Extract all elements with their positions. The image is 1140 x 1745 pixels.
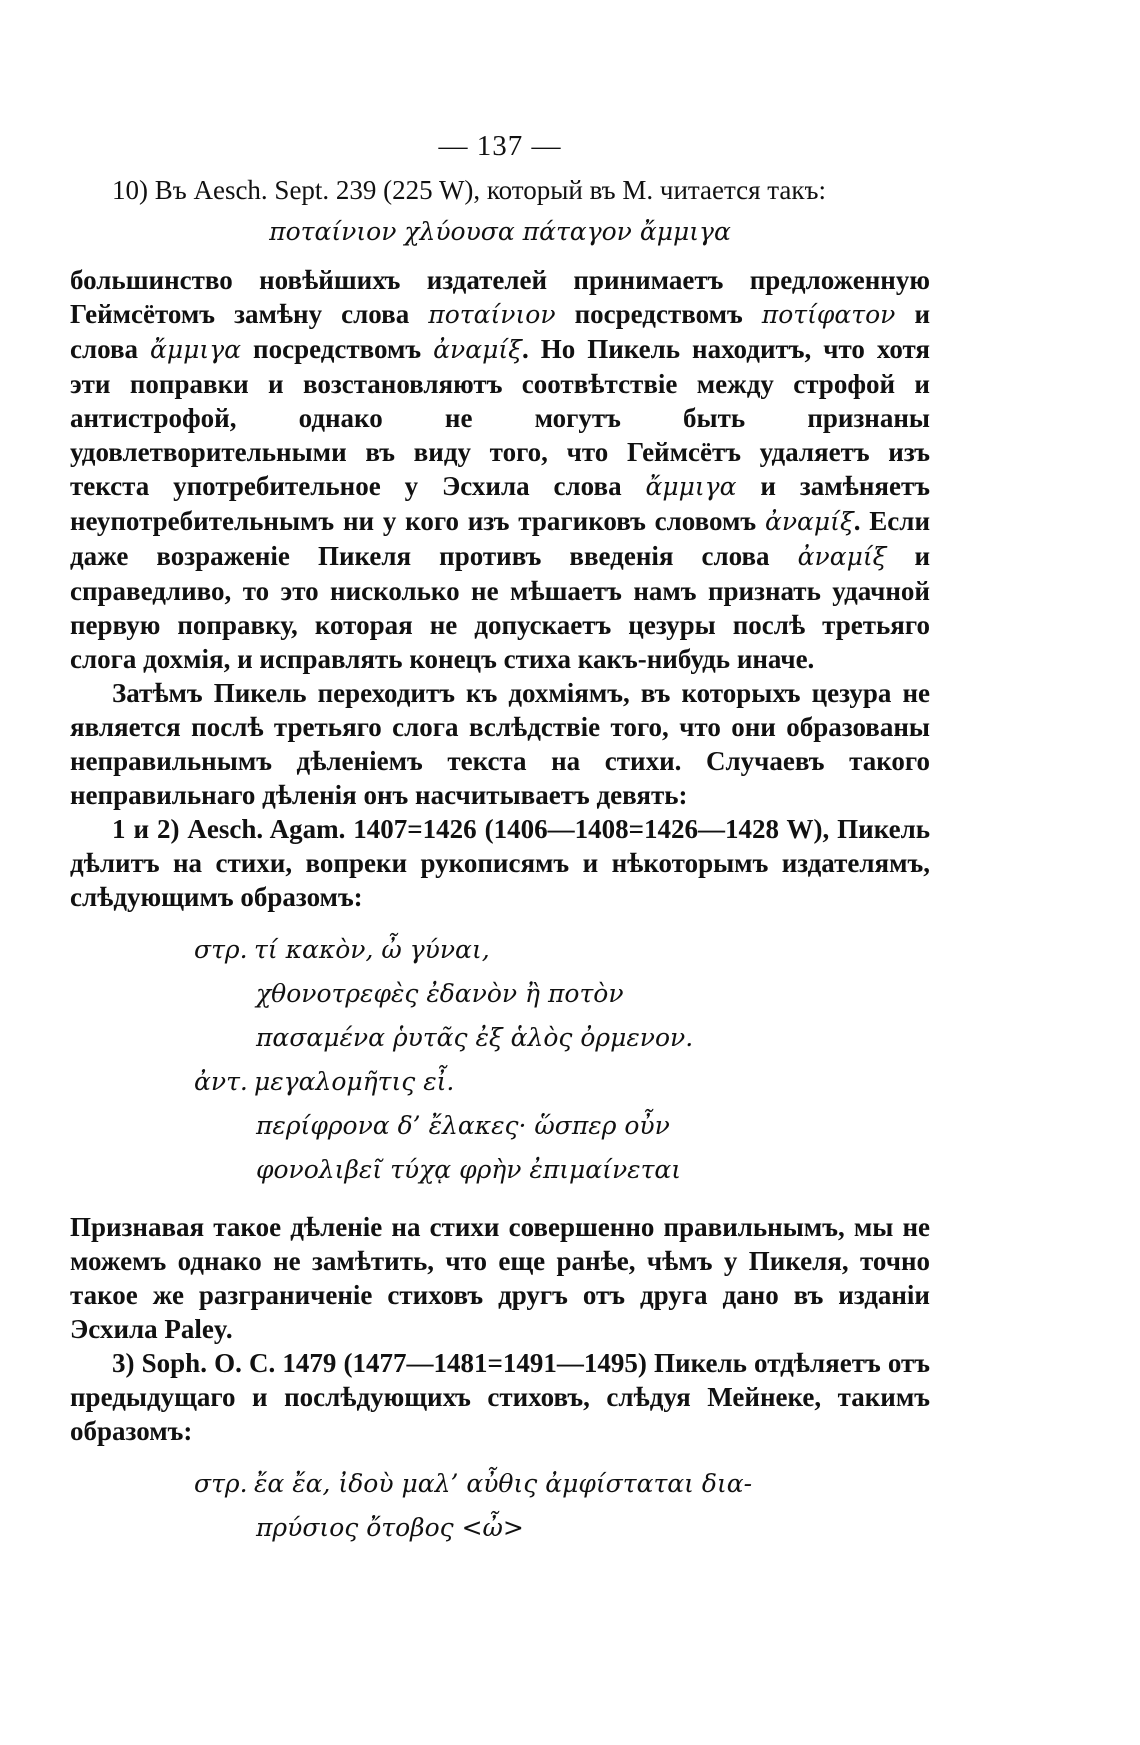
verse-line: στρ. ἔα ἔα, ἰδοὺ μαλ’ αὖθις ἀμφίσταται δια- xyxy=(70,1462,930,1506)
paragraph-4: Признавая такое дѣленіе на стихи совершенно правильнымъ, мы не можемъ однако не замѣтить, что еще ранѣе, чѣмъ у Пикеля, точно такое же разграниченіе стиховъ другъ отъ друга дано въ изданіи Эсхила Paley. xyxy=(70,1212,930,1344)
strophe-label: στρ. xyxy=(194,935,248,964)
verse-line: στρ. τί κακὸν, ὦ γύναι, xyxy=(70,928,930,972)
verse-line: πασαμένα ῥυτᾶς ἐξ ἁλὸς ὀρμενον. xyxy=(256,1023,694,1052)
verse-line: ἀντ. μεγαλομῆτις εἶ. xyxy=(70,1060,930,1104)
quoted-greek-line: ποταίνιον χλύουσα πάταγον ἄμμιγα xyxy=(269,217,731,246)
strophe-label: στρ. xyxy=(194,1469,248,1498)
page xyxy=(70,130,930,1568)
verse-line: φονολιβεῖ τύχᾳ φρὴν ἐπιμαίνεται xyxy=(256,1155,682,1184)
verse-block-1 xyxy=(70,928,930,1192)
paragraph-5: 3) Soph. O. C. 1479 (1477—1481=1491—1495) Пикель отдѣляетъ отъ предыдущаго и послѣдующихъ стиховъ, слѣдуя Мейнеке, такимъ образомъ: xyxy=(70,1348,930,1446)
verse-line: περίφρονα δ’ ἔλακες· ὥσπερ οὖν xyxy=(256,1111,670,1140)
verse-line: χθονοτρεφὲς ἐδανὸν ἢ ποτὸν xyxy=(256,979,624,1008)
verse-block-2 xyxy=(70,1462,930,1550)
paragraph-3: 1 и 2) Aesch. Agam. 1407=1426 (1406—1408=1426—1428 W), Пикель дѣлитъ на стихи, вопреки рукописямъ и нѣкоторымъ издателямъ, слѣдующимъ образомъ: xyxy=(70,814,930,912)
page-number: — 137 — xyxy=(438,130,562,162)
paragraph-2: Затѣмъ Пикель переходитъ къ дохміямъ, въ которыхъ цезура не является послѣ третьяго слога вслѣдствіе того, что они образованы неправильнымъ дѣленіемъ текста на стихи. Случаевъ такого неправильнаго дѣленія онъ насчитываетъ девять: xyxy=(70,678,930,810)
section-heading-line: 10) Въ Aesch. Sept. 239 (225 W), который въ М. читается такъ: xyxy=(112,175,826,205)
verse-line: πρύσιος ὄτοβος <ὦ> xyxy=(256,1513,524,1542)
antistrophe-label: ἀντ. xyxy=(194,1067,248,1096)
paragraph-1: большинство новѣйшихъ издателей принимаетъ предложенную Геймсётомъ замѣну слова ποταίνιον посредствомъ ποτίφατον и слова ἄμμιγα посредствомъ ἀναμίξ. Но Пикель находитъ, что хотя эти поправки и возстановляютъ соотвѣтствіе между строфой и антистрофой, однако не могутъ быть признаны удовлетворительными въ виду того, что Геймсётъ удаляетъ изъ текста употребительное у Эсхила слова ἄμμιγα и замѣняетъ неупотребительнымъ ни у кого изъ трагиковъ словомъ ἀναμίξ. Если даже возраженіе Пикеля противъ введенія слова ἀναμίξ и справедливо, то это нисколько не мѣшаетъ намъ признать удачной первую поправку, которая не допускаетъ цезуры послѣ третьяго слога дохмія, и исправлять конецъ стиха какъ-нибудь иначе. xyxy=(70,265,931,674)
